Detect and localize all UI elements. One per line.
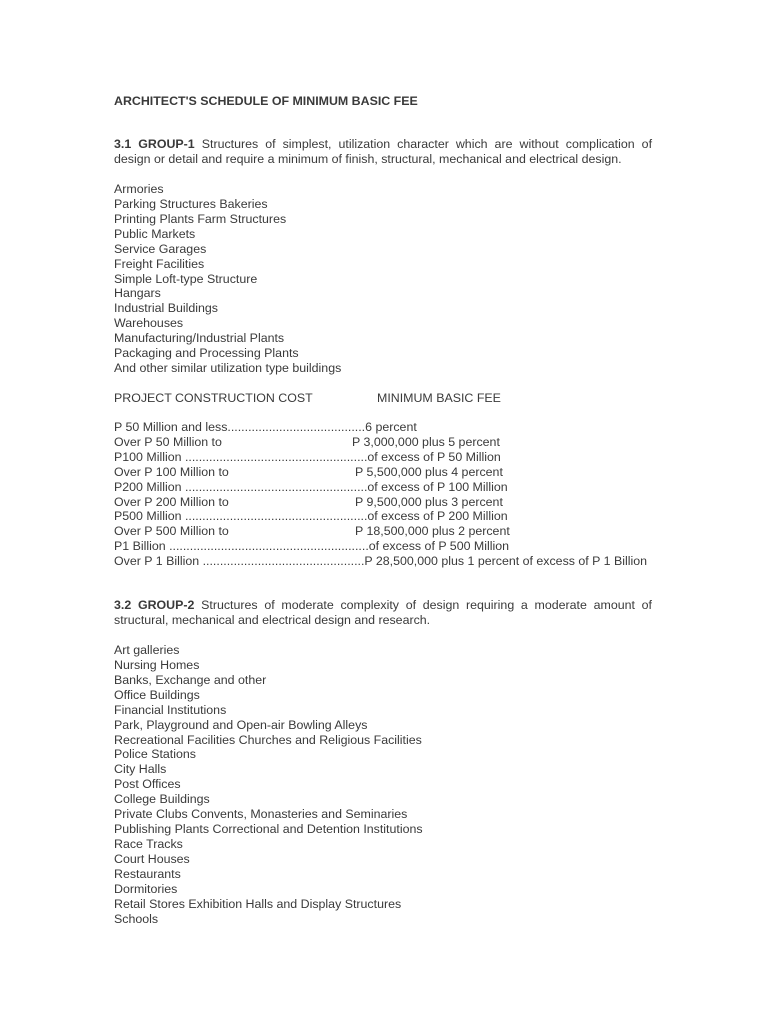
fee-row-fee: P 5,500,000 plus 4 percent (355, 464, 503, 479)
group2-label: 3.2 GROUP-2 (114, 598, 195, 612)
fee-row-cost: Over P 1 Billion ...............................................P 28,500,000 plus 1 percent of excess of P 1 Billion (114, 554, 648, 569)
group1-label: 3.1 GROUP-1 (114, 137, 195, 151)
fee-row (114, 554, 674, 569)
fee-row-fee: P 9,500,000 plus 3 percent (355, 494, 503, 509)
fee-row-fee: P 3,000,000 plus 5 percent (352, 434, 500, 449)
fee-row (114, 435, 674, 450)
list-item: Warehouses (114, 316, 184, 331)
list-item: City Halls (114, 762, 167, 777)
fee-row (114, 509, 674, 524)
list-item: Financial Institutions (114, 702, 227, 717)
fee-row-cost: Over P 50 Million to (114, 434, 222, 449)
list-item: Service Garages (114, 241, 207, 256)
fee-row-cost: Over P 200 Million to (114, 494, 229, 509)
list-item: Art galleries (114, 643, 180, 657)
document-title: ARCHITECT'S SCHEDULE OF MINIMUM BASIC FEE (114, 94, 418, 108)
list-item: Industrial Buildings (114, 301, 219, 316)
group1-description: Structures of simplest, utilization character which are without complication of design or detail and require a minimum of finish, structural, mechanical and electrical design. (114, 137, 653, 166)
fee-row-cost: P200 Million .....................................................of excess of P 100 Million (114, 479, 508, 494)
group1-paragraph (114, 137, 652, 167)
list-item: Banks, Exchange and other (114, 672, 267, 687)
fee-row (114, 495, 674, 510)
list-item: Printing Plants Farm Structures (114, 211, 287, 226)
list-item: Publishing Plants Correctional and Detention Institutions (114, 822, 423, 837)
list-item: Nursing Homes (114, 657, 200, 672)
list-item: Manufacturing/Industrial Plants (114, 331, 285, 346)
group2-description: Structures of moderate complexity of design requiring a moderate amount of structural, mechanical and electrical design and research. (114, 598, 652, 627)
list-item: Private Clubs Convents, Monasteries and Seminaries (114, 807, 408, 822)
list-item: Packaging and Processing Plants (114, 346, 299, 361)
fee-row (114, 420, 674, 435)
fee-row-cost: P1 Billion ..........................................................of excess of P 500 Million (114, 539, 510, 554)
list-item: Retail Stores Exhibition Halls and Display Structures (114, 896, 402, 911)
fee-row-cost: P500 Million .....................................................of excess of P 200 Million (114, 509, 508, 524)
list-item: Office Buildings (114, 687, 200, 702)
list-item: Race Tracks (114, 836, 183, 851)
list-item: And other similar utilization type buildings (114, 361, 342, 376)
fee-row (114, 524, 674, 539)
list-item: College Buildings (114, 792, 210, 807)
fee-table (114, 420, 674, 569)
list-item: Restaurants (114, 866, 181, 881)
fee-row (114, 539, 674, 554)
fee-row-cost: P 50 Million and less........................................6 percent (114, 420, 417, 434)
list-item: Court Houses (114, 851, 190, 866)
list-item: Recreational Facilities Churches and Religious Facilities (114, 732, 422, 747)
list-item: Dormitories (114, 881, 178, 896)
list-item: Simple Loft-type Structure (114, 271, 258, 286)
list-item: Armories (114, 182, 164, 196)
fee-row-cost: P100 Million .....................................................of excess of P 50 Million (114, 449, 501, 464)
list-item: Schools (114, 911, 159, 926)
list-item: Freight Facilities (114, 256, 205, 271)
list-item: Public Markets (114, 226, 196, 241)
fee-table-header-cost: PROJECT CONSTRUCTION COST (114, 391, 313, 405)
fee-row (114, 465, 674, 480)
group2-list (114, 643, 423, 927)
list-item: Parking Structures Bakeries (114, 196, 268, 211)
group2-paragraph (114, 598, 652, 628)
list-item: Park, Playground and Open-air Bowling Alleys (114, 717, 368, 732)
list-item: Post Offices (114, 777, 181, 792)
fee-table-header-fee: MINIMUM BASIC FEE (377, 391, 501, 405)
fee-row-cost: Over P 500 Million to (114, 524, 229, 539)
list-item: Hangars (114, 286, 161, 301)
fee-row-cost: Over P 100 Million to (114, 464, 229, 479)
fee-row (114, 450, 674, 465)
list-item: Police Stations (114, 747, 196, 762)
group1-list (114, 182, 341, 376)
fee-row-fee: P 18,500,000 plus 2 percent (355, 524, 510, 539)
fee-row (114, 480, 674, 495)
